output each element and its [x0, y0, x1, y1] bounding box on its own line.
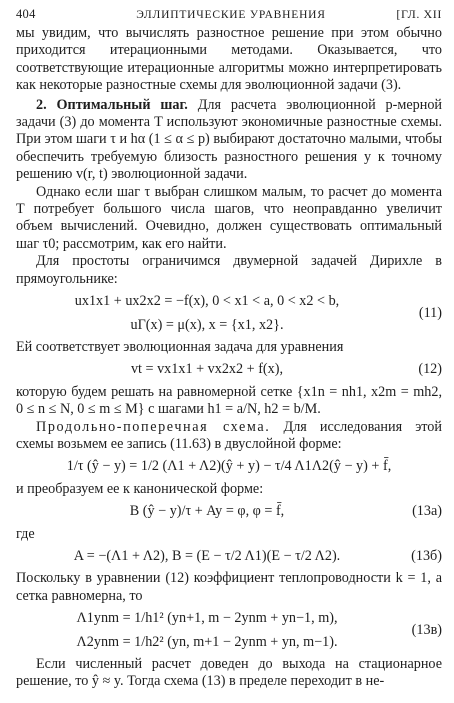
equation-13c-number: (13в) — [411, 621, 442, 638]
running-header — [16, 6, 442, 25]
scheme-text: Для исследования этой схемы возьмем ее запись (11.63) в двуслойной форме: — [16, 418, 442, 452]
equation-12-body: vt = vx1x1 + vx2x2 + f(x), — [130, 361, 284, 378]
equation-13b-number: (13б) — [411, 547, 442, 564]
paragraph-step-size: Однако если шаг τ выбран слишком малым, то расчет до момента T потребует большого числа шагов, что неоправданно увеличит объем вычислений. Очевидно, должен существовать оптимальный шаг τ0; рассмотрим, как его найти. — [16, 183, 442, 252]
equation-two-layer — [16, 458, 442, 475]
equation-13b-body: A = −(Λ1 + Λ2), B = (E − τ/2 Λ1)(E − τ/2 Λ2). — [73, 547, 341, 564]
paragraph-scheme — [16, 419, 442, 454]
paragraph-where: где — [16, 525, 35, 542]
section-text: Для расчета эволюционной p-мерной задачи (3) до момента T используют экономичные разностные схемы. При этом шаги τ и hα (1 ≤ α ≤ p) выбирают достаточно малыми, чтобы обеспечить требуемую близость разностного решения y к точному решению v(r, t) эволюционной задачи. — [16, 96, 443, 183]
paragraph-canonical: и преобразуем ее к канонической форме: — [16, 480, 264, 497]
book-page — [16, 6, 442, 691]
equation-13a-number: (13а) — [412, 503, 442, 520]
paragraph-stationary: Если численный расчет доведен до выхода на стационарное решение, то ŷ ≈ y. Тогда схема (13) в пределе переходит в не- — [16, 656, 442, 690]
equation-11-line2: uΓ(x) = μ(x), x = {x1, x2}. — [130, 316, 284, 333]
chapter-label: [ГЛ. XII — [396, 7, 442, 21]
running-title: ЭЛЛИПТИЧЕСКИЕ УРАВНЕНИЯ — [136, 9, 326, 21]
equation-two-layer-body: 1/τ (ŷ − y) = 1/2 (Λ1 + Λ2)(ŷ + y) − τ/4 Λ1Λ2(ŷ − y) + f̄, — [66, 458, 392, 475]
equation-13a — [16, 503, 442, 520]
paragraph-conductivity: Поскольку в уравнении (12) коэффициент теплопроводности k = 1, а сетка равномерна, то — [16, 570, 442, 604]
scheme-lead: Продольно-поперечная схема. — [36, 418, 271, 435]
equation-13b — [16, 548, 442, 565]
equation-11-number: (11) — [418, 304, 442, 321]
paragraph-dirichlet: Для простоты ограничимся двумерной задачей Дирихле в прямоугольнике: — [16, 253, 442, 287]
equation-13a-body: B (ŷ − y)/τ + Ay = φ, φ = f̄, — [129, 503, 285, 520]
paragraph-evolution: Ей соответствует эволюционная задача для уравнения — [16, 338, 344, 355]
section-paragraph — [16, 97, 442, 184]
equation-13c-line1: Λ1ynm = 1/h1² (yn+1, m − 2ynm + yn−1, m), — [76, 610, 338, 627]
equation-12-number: (12) — [418, 361, 442, 378]
section-title: 2. Оптимальный шаг. — [36, 96, 188, 113]
paragraph-continuation: мы увидим, что вычислять разностное решение при этом обычно приходится итерационными методами. Оказывается, что соответствующие итерационные алгоритмы можно интерпретировать как некоторые разностные схемы для эволюционной задачи (3). — [16, 25, 442, 94]
equation-13c-line2: Λ2ynm = 1/h2² (yn, m+1 − 2ynm + yn, m−1). — [76, 633, 338, 650]
equation-11-line1: ux1x1 + ux2x2 = −f(x), 0 < x1 < a, 0 < x2 < b, — [74, 293, 340, 310]
equation-12 — [16, 361, 442, 378]
paragraph-grid: которую будем решать на равномерной сетке {x1n = nh1, x2m = mh2, 0 ≤ n ≤ N, 0 ≤ m ≤ M} с шагами h1 = a/N, h2 = b/M. — [16, 383, 442, 418]
page-number: 404 — [16, 7, 36, 21]
equation-13c — [16, 610, 442, 651]
equation-11 — [16, 293, 442, 334]
